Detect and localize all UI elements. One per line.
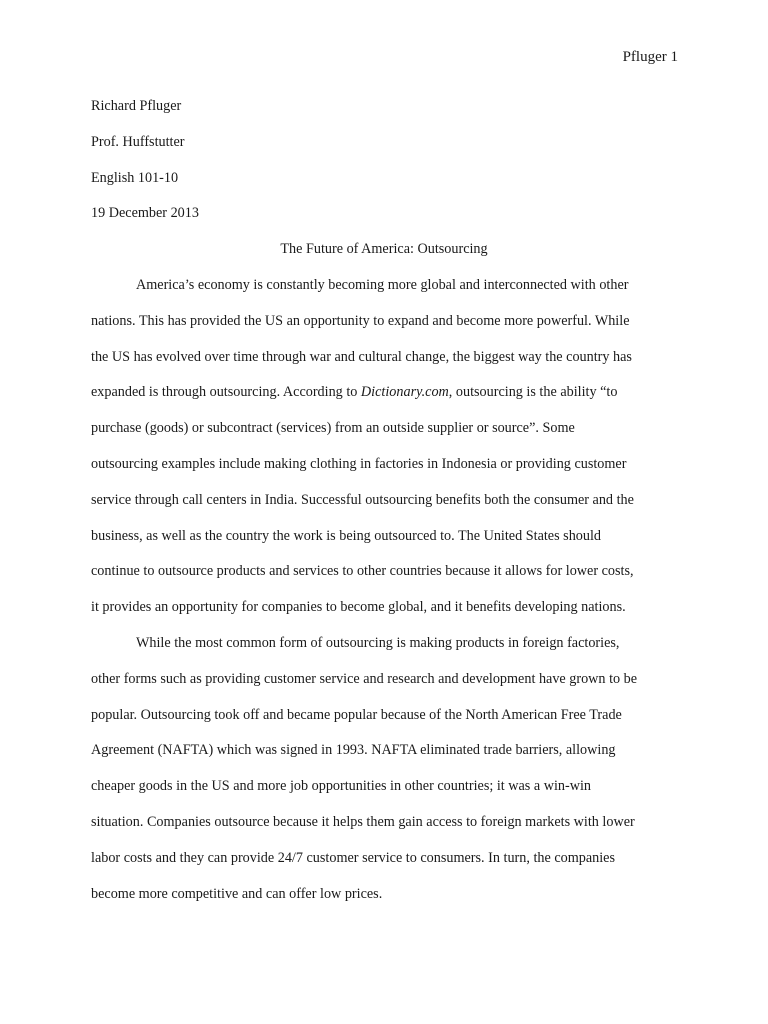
paragraph-line: nations. This has provided the US an opportunity to expand and become more powerful. While (91, 312, 630, 329)
paragraph-line: situation. Companies outsource because it helps them gain access to foreign markets with lower (91, 813, 635, 830)
paragraph-1 (91, 268, 677, 626)
paragraph-line: While the most common form of outsourcing is making products in foreign factories, (136, 634, 620, 651)
paragraph-text: , outsourcing is the ability “to (448, 384, 618, 401)
essay-title: The Future of America: Outsourcing (280, 241, 488, 258)
essay-date: 19 December 2013 (91, 205, 199, 222)
paragraph-line: business, as well as the country the work is being outsourced to. The United States should (91, 527, 602, 544)
paragraph-text: expanded is through outsourcing. According to (91, 384, 361, 401)
paragraph-line: it provides an opportunity for companies to become global, and it benefits developing nations. (91, 599, 626, 616)
paragraph-line: the US has evolved over time through war and cultural change, the biggest way the country has (91, 348, 632, 365)
author-name: Richard Pfluger (91, 98, 182, 114)
document-body (91, 89, 677, 912)
running-head: Pfluger 1 (622, 49, 678, 65)
paragraph-line: popular. Outsourcing took off and became popular because of the North American Free Trade (91, 706, 622, 723)
paragraph-line: continue to outsource products and services to other countries because it allows for lower costs, (91, 563, 634, 580)
paragraph-line: other forms such as providing customer service and research and development have grown to be (91, 670, 638, 687)
paragraph-line: purchase (goods) or subcontract (services) from an outside supplier or source”. Some (91, 420, 575, 437)
paragraph-line (91, 375, 677, 411)
paragraph-line: become more competitive and can offer low prices. (91, 885, 383, 902)
paragraph-line: service through call centers in India. Successful outsourcing benefits both the consumer and the (91, 491, 634, 508)
dictionary-source: Dictionary.com (360, 384, 449, 401)
paragraph-line: America’s economy is constantly becoming more global and interconnected with other (136, 276, 629, 293)
instructor-name: Prof. Huffstutter (91, 133, 185, 150)
paragraph-2 (91, 626, 677, 912)
paragraph-line: outsourcing examples include making clothing in factories in Indonesia or providing customer (91, 455, 627, 472)
paragraph-line: Agreement (NAFTA) which was signed in 1993. NAFTA eliminated trade barriers, allowing (91, 742, 616, 759)
paragraph-line: cheaper goods in the US and more job opportunities in other countries; it was a win-win (91, 778, 592, 795)
paragraph-line: labor costs and they can provide 24/7 customer service to consumers. In turn, the companies (91, 849, 616, 866)
course-name: English 101-10 (91, 169, 179, 186)
